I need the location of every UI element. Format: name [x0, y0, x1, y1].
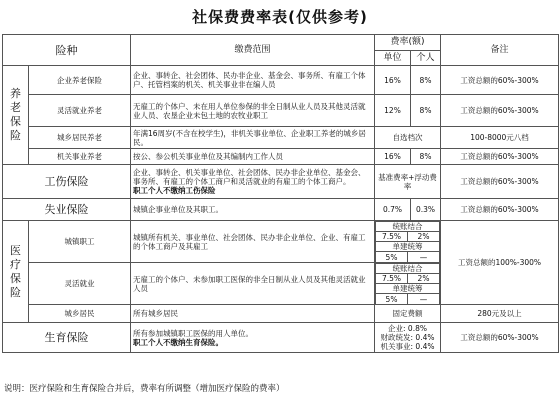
pension-flexible-personal: 8%: [411, 95, 441, 127]
pension-civil-name: 机关事业养老: [29, 149, 131, 165]
medical-flexible-name: 灵活就业: [29, 263, 131, 305]
pension-enterprise-name: 企业养老保险: [29, 66, 131, 95]
unemployment-remark: 工资总额的60%-300%: [441, 199, 559, 221]
table-row: [3, 127, 559, 149]
maternity-remark: 工资总额的60%-300%: [441, 323, 559, 353]
medical-resident-remark: 280元及以上: [441, 305, 559, 323]
table-row: [3, 199, 559, 221]
injury-scope-note: 职工个人不缴纳工伤保险: [133, 186, 216, 195]
medical-flexible-rate-cell: 统账结合 7.5% 2% 单建统筹 5% —: [375, 263, 441, 305]
pension-flexible-name: 灵活就业养老: [29, 95, 131, 127]
unemployment-unit: 0.7%: [375, 199, 411, 221]
pension-enterprise-scope: 企业、事转企、社会团体、民办非企业、基金会、事务所、有雇工个体户、托管档案的机关、机关事业非在编人员: [131, 66, 375, 95]
header-personal: 个人: [411, 51, 441, 66]
pension-resident-name: 城乡居民养老: [29, 127, 131, 149]
medical-resident-name: 城乡居民: [29, 305, 131, 323]
pension-resident-rate: 自选档次: [375, 127, 441, 149]
medical-urban-rate-cell: 统账结合 7.5% 2% 单建统筹 5% —: [375, 221, 441, 263]
table-header-row: [3, 35, 559, 51]
pension-enterprise-unit: 16%: [375, 66, 411, 95]
pension-civil-scope: 按公、参公机关事业单位及其编制内工作人员: [131, 149, 375, 165]
pension-resident-scope: 年满16周岁(不含在校学生)，非机关事业单位、企业职工养老的城乡居民。: [131, 127, 375, 149]
unemployment-scope: 城镇企事业单位及其职工。: [131, 199, 375, 221]
table-row: [3, 221, 559, 263]
pension-enterprise-remark: 工资总额的60%-300%: [441, 66, 559, 95]
rate-table: [2, 34, 559, 353]
medical-urban-scope: 城镇所有机关、事业单位、社会团体、民办非企业单位、企业、有雇工的个体工商户及其雇工: [131, 221, 375, 263]
header-rate: 费率(额): [375, 35, 441, 51]
maternity-rates: 企业: 0.8% 财政统发: 0.4% 机关事业: 0.4%: [375, 323, 441, 353]
table-row: [3, 323, 559, 353]
maternity-scope-note: 职工个人不缴纳生育保险。: [133, 337, 223, 347]
pension-flexible-remark: 工资总额的60%-300%: [441, 95, 559, 127]
medical-group-label: 医 疗 保 险: [3, 221, 29, 323]
header-type: 险种: [3, 35, 131, 66]
medical-resident-scope: 所有城乡居民: [131, 305, 375, 323]
injury-rate: 基准费率+浮动费率: [375, 165, 441, 199]
pension-civil-personal: 8%: [411, 149, 441, 165]
table-row: [3, 66, 559, 95]
medical-urban-name: 城镇职工: [29, 221, 131, 263]
unemployment-personal: 0.3%: [411, 199, 441, 221]
pension-civil-remark: 工资总额的60%-300%: [441, 149, 559, 165]
injury-name: 工伤保险: [3, 165, 131, 199]
pension-group-label: 养 老 保 险: [3, 66, 29, 165]
header-remark: 备注: [441, 35, 559, 66]
footnote: 说明：医疗保险和生育保险合并后，费率有所调整（增加医疗保险的费率）: [4, 384, 285, 394]
pension-enterprise-personal: 8%: [411, 66, 441, 95]
page-title: 社保费费率表(仅供参考): [192, 8, 368, 26]
maternity-scope: 所有参加城镇职工医保的用人单位。 职工个人不缴纳生育保险。: [131, 323, 375, 353]
pension-resident-remark: 100-8000元八档: [441, 127, 559, 149]
injury-remark: 工资总额的60%-300%: [441, 165, 559, 199]
table-row: [3, 95, 559, 127]
maternity-name: 生育保险: [3, 323, 131, 353]
table-row: [3, 305, 559, 323]
pension-civil-unit: 16%: [375, 149, 411, 165]
header-unit: 单位: [375, 51, 411, 66]
medical-resident-rate: 固定费额: [375, 305, 441, 323]
medical-flexible-scope: 无雇工的个体户、未参加职工医保的非全日制从业人员及其他灵活就业人员: [131, 263, 375, 305]
medical-remark: 工资总额的100%-300%: [441, 221, 559, 305]
unemployment-name: 失业保险: [3, 199, 131, 221]
table-row: [3, 165, 559, 199]
injury-scope: 企业、事转企、机关事业单位、社会团体、民办非企业单位、基金会、事务所、有雇工的个体工商户和灵活就业的有雇工的个体工商户。 职工个人不缴纳工伤保险: [131, 165, 375, 199]
pension-flexible-scope: 无雇工的个体户、未在用人单位参保的非全日制从业人员及其他灵活就业人员、农垦企业未包土地的农牧业职工: [131, 95, 375, 127]
pension-flexible-unit: 12%: [375, 95, 411, 127]
header-scope: 缴费范围: [131, 35, 375, 66]
table-row: [3, 149, 559, 165]
